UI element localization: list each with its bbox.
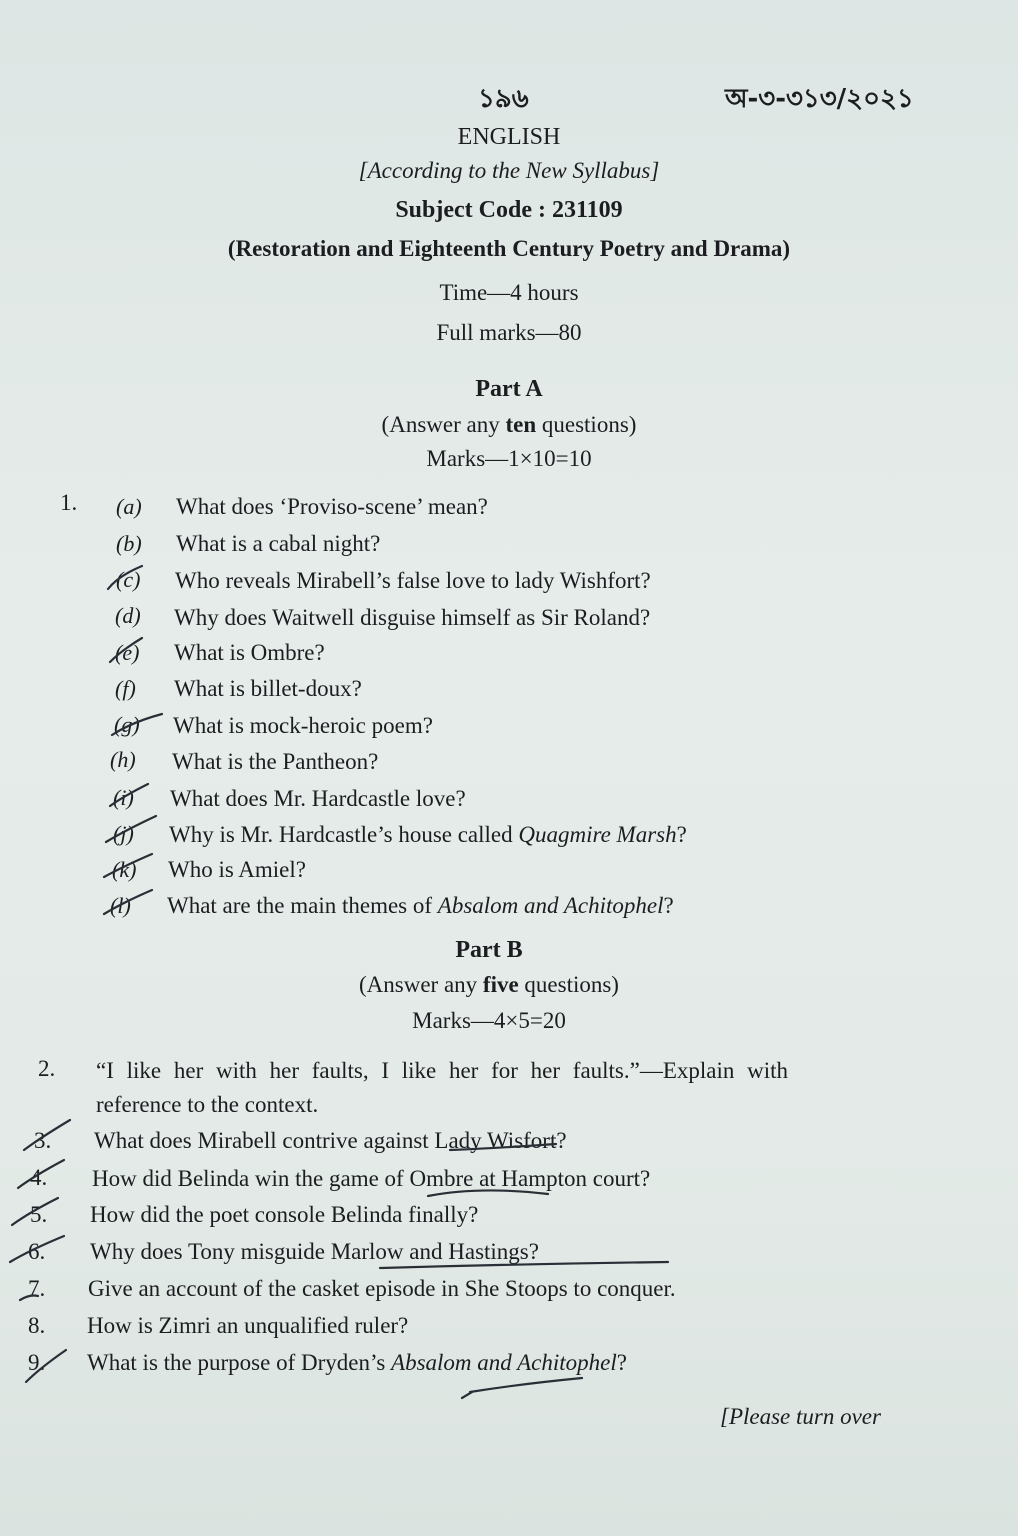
question-item: What is the purpose of Dryden’s Absalom and Achitophel? (87, 1350, 627, 1375)
subject-title: ENGLISH (457, 124, 561, 150)
question-item: Why does Waitwell disguise himself as Sir Roland? (174, 605, 651, 630)
question-number: 5. (30, 1202, 48, 1227)
turn-over-note: [Please turn over (720, 1404, 881, 1429)
question-item: What is mock-heroic poem? (173, 713, 433, 738)
part-b-instruction: (Answer any five questions) (359, 972, 619, 997)
question-item: What is billet-doux? (174, 676, 362, 701)
paper-title: (Restoration and Eighteenth Century Poetry and Drama) (227, 236, 791, 261)
question-number: 9. (28, 1350, 46, 1375)
item-label: (k) (112, 857, 137, 882)
paper-code: অ-৩-৩১৩/২০২১ (725, 84, 914, 114)
question-number: 6. (28, 1239, 46, 1264)
item-label: (b) (116, 531, 142, 556)
question-item: What is Ombre? (174, 640, 325, 665)
question-item: How did Belinda win the game of Ombre at Hampton court? (92, 1166, 651, 1191)
time-allowed: Time—4 hours (439, 280, 579, 305)
item-label: (h) (110, 747, 136, 772)
question-item: Who reveals Mirabell’s false love to lady Wishfort? (175, 568, 651, 593)
question-item: Who is Amiel? (168, 857, 306, 882)
question-item: Give an account of the casket episode in She Stoops to conquer. (88, 1276, 676, 1301)
part-b-title: Part B (455, 937, 523, 963)
pen-underline (470, 1378, 582, 1392)
part-a-instruction: (Answer any ten questions) (381, 412, 637, 437)
question-item: How did the poet console Belinda finally? (90, 1202, 479, 1227)
item-label: (f) (115, 676, 136, 701)
question-item: What does Mirabell contrive against Lady Wisfort? (94, 1128, 567, 1153)
question-item-continued: reference to the context. (96, 1092, 319, 1117)
item-label: (e) (115, 640, 140, 665)
page-number: ১৯৬ (478, 84, 529, 114)
question-number: 7. (28, 1276, 46, 1301)
part-a-title: Part A (475, 376, 543, 402)
question-number: 3. (34, 1128, 52, 1153)
item-label: (i) (113, 785, 134, 810)
part-b-marks: Marks—4×5=20 (412, 1008, 566, 1033)
question-item: Why is Mr. Hardcastle’s house called Quagmire Marsh? (169, 822, 687, 847)
item-label: (g) (114, 712, 140, 737)
item-label: (d) (115, 603, 141, 628)
question-item: What does ‘Proviso-scene’ mean? (176, 494, 488, 519)
full-marks: Full marks—80 (436, 320, 582, 345)
syllabus-note: [According to the New Syllabus] (358, 158, 660, 183)
question-item: What are the main themes of Absalom and Achitophel? (167, 893, 674, 918)
question-item: Why does Tony misguide Marlow and Hastings? (90, 1239, 539, 1264)
question-number: 8. (28, 1313, 46, 1338)
item-label: (j) (113, 821, 134, 846)
question-number: 1. (60, 490, 78, 515)
question-item: What is a cabal night? (176, 531, 381, 556)
pen-underline (462, 1392, 472, 1398)
question-item: What does Mr. Hardcastle love? (170, 786, 466, 811)
item-label: (l) (110, 893, 131, 918)
item-label: (a) (116, 494, 142, 519)
subject-code: Subject Code : 231109 (395, 197, 623, 223)
part-a-marks: Marks—1×10=10 (426, 446, 592, 471)
question-number: 4. (30, 1165, 48, 1190)
question-item: What is the Pantheon? (172, 749, 379, 774)
question-item: “I like her with her faults, I like her for her faults.”—Explain with (96, 1058, 789, 1083)
question-item: How is Zimri an unqualified ruler? (87, 1313, 409, 1338)
item-label: (c) (116, 567, 141, 592)
question-number: 2. (38, 1056, 56, 1081)
